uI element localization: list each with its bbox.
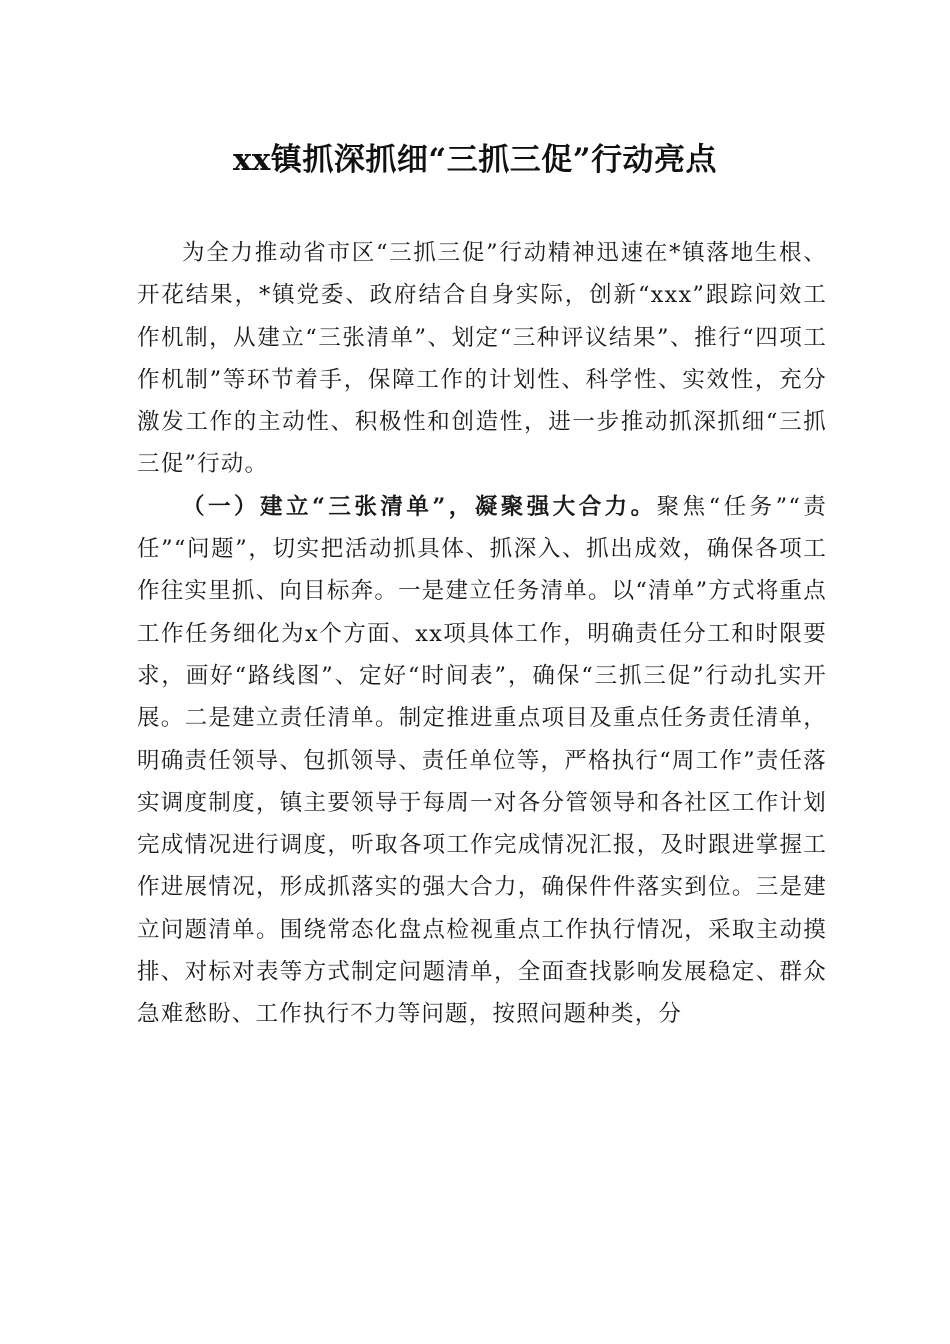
section-one-paragraph	[137, 486, 827, 1036]
paragraph-text: 聚焦“任务”“责任”“问题”，切实把活动抓具体、抓深入、抓出成效，确保各项工作往实里抓、向目标奔。一是建立任务清单。以“清单”方式将重点工作任务细化为x个方面、xx项具体工作，明确责任分工和时限要求，画好“路线图”、定好“时间表”，确保“三抓三促”行动扎实开展。二是建立责任清单。制定推进重点项目及重点任务责任清单，明确责任领导、包抓领导、责任单位等，严格执行“周工作”责任落实调度制度，镇主要领导于每周一对各分管领导和各社区工作计划完成情况进行调度，听取各项工作完成情况汇报，及时跟进掌握工作进展情况，形成抓落实的强大合力，确保件件落实到位。三是建立问题清单。围绕常态化盘点检视重点工作执行情况，采取主动摸排、对标对表等方式制定问题清单，全面查找影响发展稳定、群众急难愁盼、工作执行不力等问题，按照问题种类，分	[137, 493, 828, 1028]
section-heading: （一）建立“三张清单”，凝聚强大合力。	[182, 493, 657, 520]
document-body	[137, 232, 827, 1036]
paragraph-text: 为全力推动省市区“三抓三促”行动精神迅速在*镇落地生根、开花结果，*镇党委、政府结合自身实际，创新“xxx”跟踪问效工作机制，从建立“三张清单”、划定“三种评议结果”、推行“四项工作机制”等环节着手，保障工作的计划性、科学性、实效性，充分激发工作的主动性、积极性和创造性，进一步推动抓深抓细“三抓三促”行动。	[137, 240, 827, 478]
document-title: xx镇抓深抓细“三抓三促”行动亮点	[232, 142, 718, 178]
intro-paragraph	[137, 232, 827, 486]
